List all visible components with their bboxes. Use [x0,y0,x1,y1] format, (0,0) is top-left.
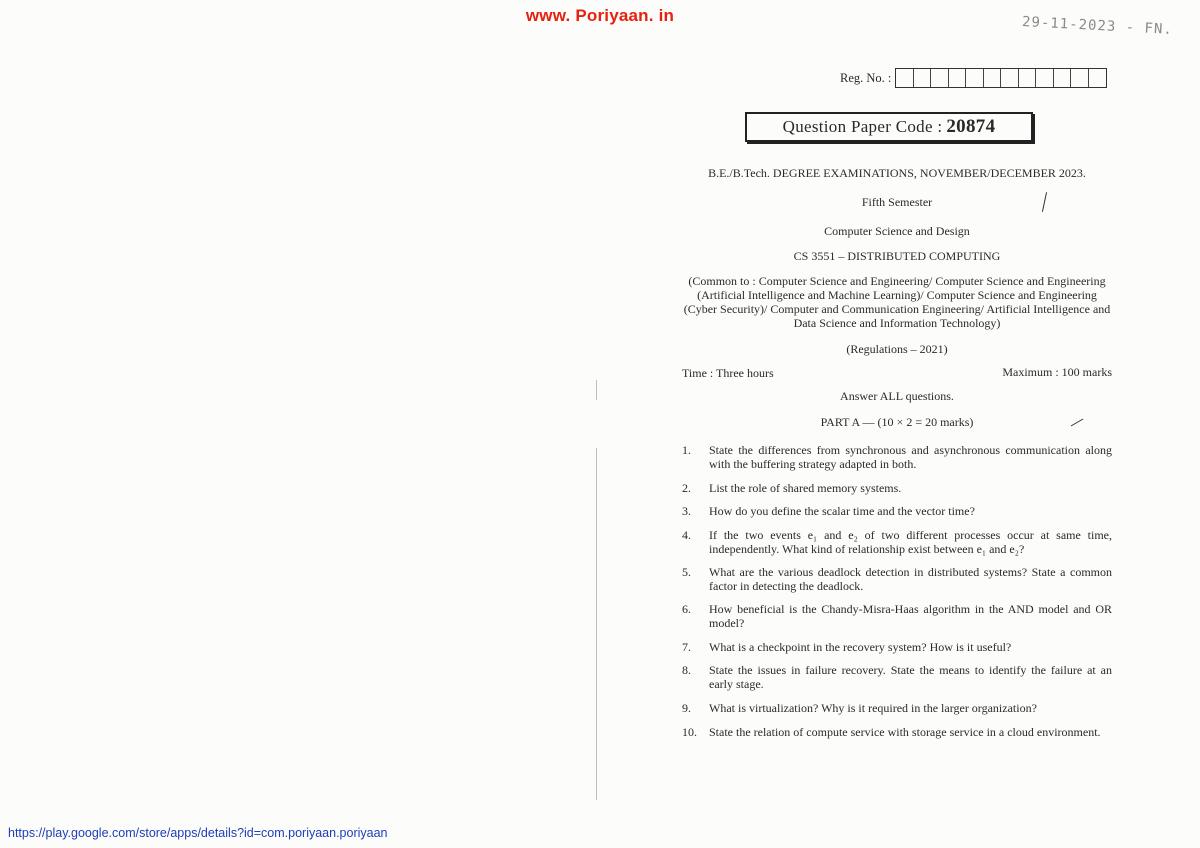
question-number: 8. [682,663,691,677]
question-item [682,528,1112,556]
regulations: (Regulations – 2021) [846,342,948,356]
footer-app-link[interactable]: https://play.google.com/store/apps/details?id=com.poriyaan.poriyaan [8,826,388,840]
question-number: 4. [682,528,691,542]
question-number: 6. [682,602,691,616]
reg-no-box [1089,69,1107,87]
instruction: Answer ALL questions. [840,389,954,403]
department: Computer Science and Design [824,224,970,238]
handwritten-date: 29-11-2023 - FN. [1021,14,1174,38]
question-number: 7. [682,640,691,654]
question-number: 5. [682,565,691,579]
question-number: 2. [682,481,691,495]
question-item [682,443,1112,471]
question-text: State the relation of compute service with storage service in a cloud environment. [709,725,1101,739]
question-text: State the differences from synchronous and asynchronous communication along with the buffering strategy adapted in both. [709,443,1112,471]
semester: Fifth Semester [861,195,933,209]
site-header[interactable]: www. Poriyaan. in [525,6,675,25]
reg-no-box [931,69,949,87]
question-text: List the role of shared memory systems. [709,481,902,495]
reg-no-box [984,69,1002,87]
reg-no-label: Reg. No. : [840,70,892,85]
question-paper-code-box [745,112,1033,142]
question-text: How do you define the scalar time and the vector time? [709,504,975,518]
maximum-marks: Maximum : 100 marks [1002,365,1112,379]
question-paper-code-label: Question Paper Code : [782,117,943,136]
reg-no-box [1001,69,1019,87]
question-text: State the issues in failure recovery. State the means to identify the failure at an early stage. [709,663,1112,691]
question-item [682,565,1112,593]
reg-no-boxes [895,68,1107,88]
common-to-text: (Common to : Computer Science and Engineering/ Computer Science and Engineering (Artificial Intelligence and Machine Learning)/ Computer Science and Engineering (Cyber Security)/ Computer and Communication Engineering/ Artificial Intelligence and Data Science and Information Technology) [683,274,1111,330]
question-item [682,701,1112,715]
reg-no-box [1071,69,1089,87]
page-fold-line [596,448,597,800]
question-text: How beneficial is the Chandy-Misra-Haas algorithm in the AND model and OR model? [709,602,1112,630]
question-item [682,481,1112,495]
exam-time: Time : Three hours [682,366,774,380]
question-text: If the two events e₁ and e₂ of two different processes occur at same time, independently. What kind of relationship exist between e₁ and e₂? [709,528,1112,556]
question-text: What is virtualization? Why is it required in the larger organization? [709,701,1037,715]
part-a-heading: PART A — (10 × 2 = 20 marks) [820,415,974,429]
reg-no-box [1036,69,1054,87]
question-number: 3. [682,504,691,518]
reg-no-box [914,69,932,87]
question-number: 1. [682,443,691,457]
question-number: 9. [682,701,691,715]
course-title: CS 3551 – DISTRIBUTED COMPUTING [793,249,1001,263]
question-paper-code: 20874 [946,116,996,137]
reg-no-box [949,69,967,87]
question-number: 10. [682,725,697,739]
question-item [682,640,1112,654]
reg-no-box [896,69,914,87]
question-text: What is a checkpoint in the recovery system? How is it useful? [709,640,1012,654]
question-item [682,602,1112,630]
reg-no-box [966,69,984,87]
exam-title: B.E./B.Tech. DEGREE EXAMINATIONS, NOVEMBER/DECEMBER 2023. [708,166,1086,180]
question-item [682,504,1112,518]
reg-no-box [1019,69,1037,87]
reg-no [840,68,1107,88]
reg-no-box [1054,69,1072,87]
question-text: What are the various deadlock detection in distributed systems? State a common factor in detecting the deadlock. [709,565,1112,593]
question-item [682,725,1112,739]
page-fold-line [596,380,597,400]
question-item [682,663,1112,691]
